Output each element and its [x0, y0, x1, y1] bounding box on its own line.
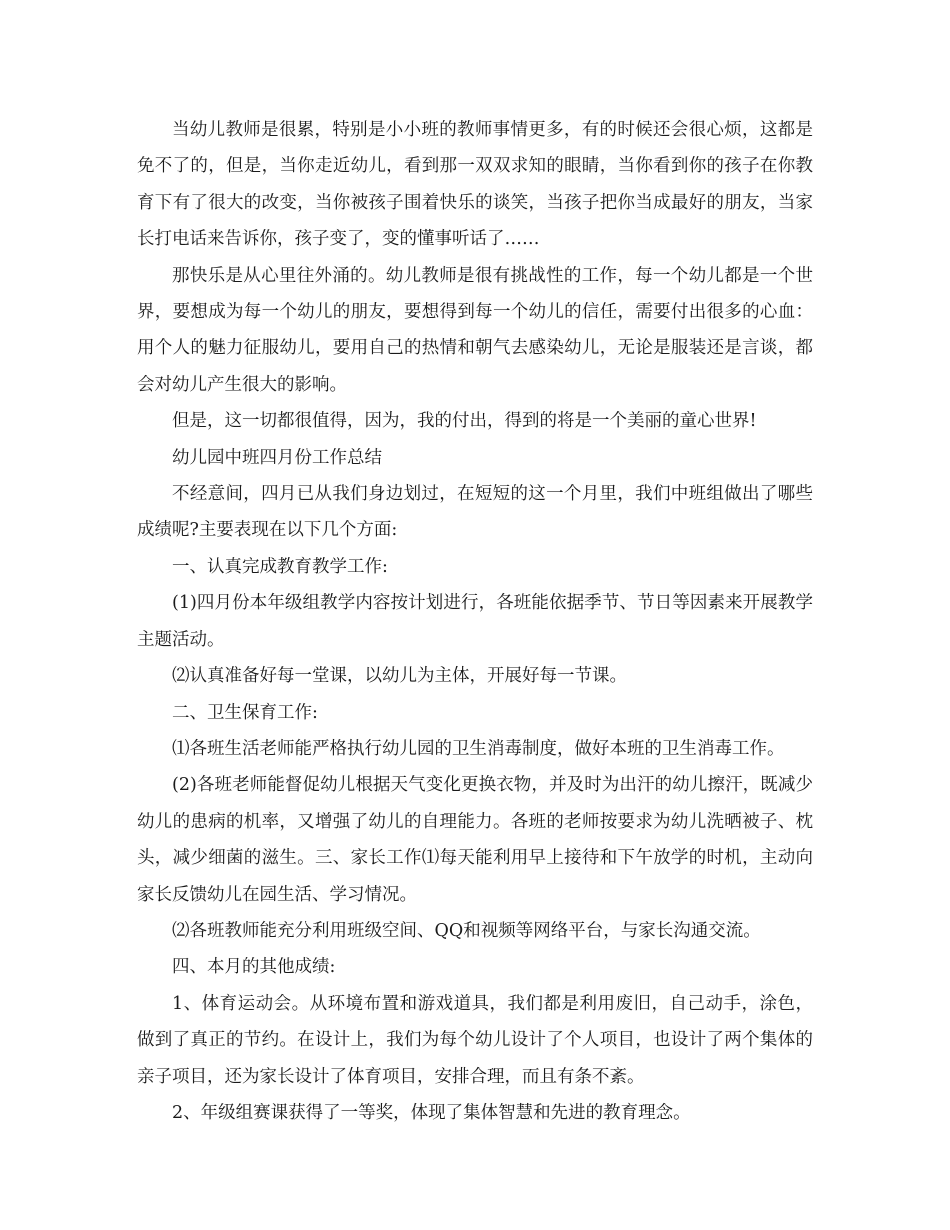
paragraph: 那快乐是从心里往外涌的。幼儿教师是很有挑战性的工作，每一个幼儿都是一个世界，要想成为每一个幼儿的朋友，要想得到每一个幼儿的信任，需要付出很多的心血：用个人的魅力征服幼儿，要用自己的热情和朝气去感染幼儿，无论是服装还是言谈，都会对幼儿产生很大的影响。 [137, 265, 813, 395]
section-heading: 二、卫生保育工作: [172, 702, 318, 723]
section-heading: 一、认真完成教育教学工作: [172, 556, 388, 577]
section-heading: 幼儿园中班四月份工作总结 [172, 447, 382, 468]
paragraph: 不经意间，四月已从我们身边划过，在短短的这一个月里，我们中班组做出了哪些成绩呢?主要表现在以下几个方面: [137, 484, 813, 541]
list-item: 2、年级组赛课获得了一等奖，体现了集体智慧和先进的教育理念。 [172, 1102, 691, 1123]
paragraph: 但是，这一切都很值得，因为，我的付出，得到的将是一个美丽的童心世界! [172, 411, 757, 432]
document-body [137, 112, 813, 1131]
list-item: 1、体育运动会。从环境布置和游戏道具，我们都是利用废旧，自己动手，涂色，做到了真正的节约。在设计上，我们为每个幼儿设计了个人项目，也设计了两个集体的亲子项目，还为家长设计了体育项目，安排合理，而且有条不紊。 [137, 993, 813, 1087]
list-item: (1)四月份本年级组教学内容按计划进行，各班能依据季节、节日等因素来开展教学主题活动。 [137, 593, 813, 650]
list-item: (2)各班老师能督促幼儿根据天气变化更换衣物，并及时为出汗的幼儿擦汗，既减少幼儿的患病的机率，又增强了幼儿的自理能力。各班的老师按要求为幼儿洗晒被子、枕头，减少细菌的滋生。三、家长工作⑴每天能利用早上接待和下午放学的时机，主动向家长反馈幼儿在园生活、学习情况。 [137, 775, 813, 905]
paragraph: 当幼儿教师是很累，特别是小小班的教师事情更多，有的时候还会很心烦，这都是免不了的，但是，当你走近幼儿，看到那一双双求知的眼睛，当你看到你的孩子在你教育下有了很大的改变，当你被孩子围着快乐的谈笑，当孩子把你当成最好的朋友，当家长打电话来告诉你，孩子变了，变的懂事听话了…… [137, 120, 813, 250]
list-item: ⑵认真准备好每一堂课，以幼儿为主体，开展好每一节课。 [172, 666, 627, 687]
list-item: ⑵各班教师能充分利用班级空间、QQ和视频等网络平台，与家长沟通交流。 [172, 920, 761, 941]
list-item: ⑴各班生活老师能严格执行幼儿园的卫生消毒制度，做好本班的卫生消毒工作。 [172, 738, 785, 759]
section-heading: 四、本月的其他成绩: [172, 957, 336, 978]
